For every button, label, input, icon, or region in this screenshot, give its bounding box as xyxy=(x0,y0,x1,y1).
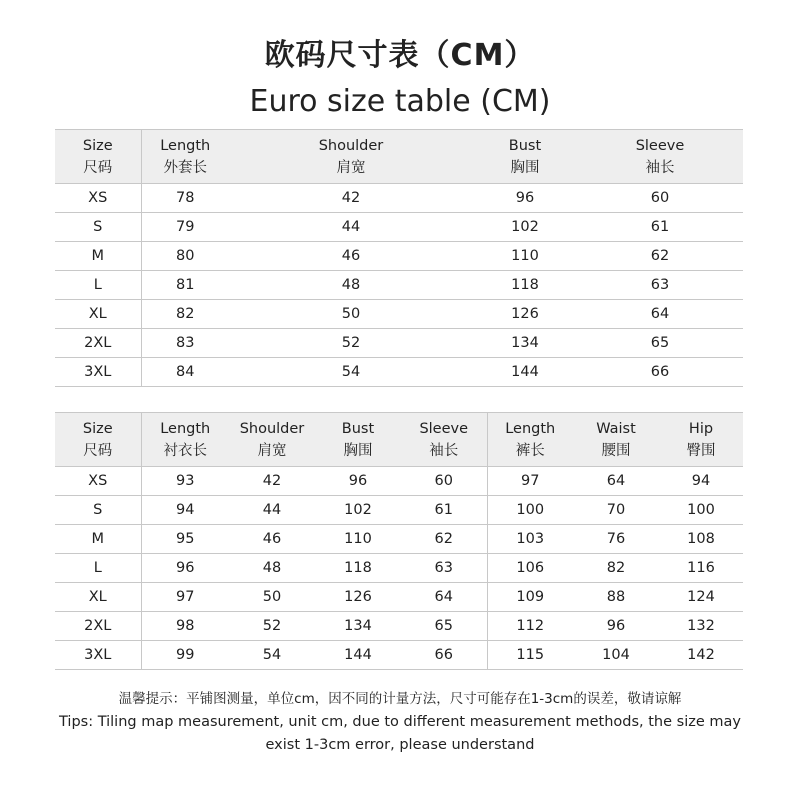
table-cell: 118 xyxy=(473,271,577,300)
column-header xyxy=(401,413,487,467)
header-label-en: Bust xyxy=(508,137,542,154)
table-cell: 64 xyxy=(573,467,659,496)
table-cell: 78 xyxy=(141,184,229,213)
table-row xyxy=(55,467,743,496)
table-cell: 76 xyxy=(573,525,659,554)
header-label-cn: 肩宽 xyxy=(257,442,287,459)
header-label-en: Size xyxy=(82,420,113,437)
table-cell: 3XL xyxy=(55,641,141,670)
column-header xyxy=(573,413,659,467)
table-cell: 66 xyxy=(401,641,487,670)
table-cell: 80 xyxy=(141,242,229,271)
table-cell: 44 xyxy=(229,496,315,525)
column-header xyxy=(315,413,401,467)
table-cell: 112 xyxy=(487,612,573,641)
table-cell: 79 xyxy=(141,213,229,242)
table-cell: 100 xyxy=(487,496,573,525)
table-cell: 64 xyxy=(577,300,743,329)
table-cell: XS xyxy=(55,184,141,213)
table-cell: 64 xyxy=(401,583,487,612)
column-header xyxy=(473,130,577,184)
jacket-size-table xyxy=(55,129,743,387)
table-cell: 126 xyxy=(315,583,401,612)
table-cell: 82 xyxy=(141,300,229,329)
column-header xyxy=(659,413,743,467)
table-cell: 88 xyxy=(573,583,659,612)
table-row xyxy=(55,554,743,583)
table-cell: 2XL xyxy=(55,329,141,358)
header-label-en: Waist xyxy=(596,420,636,437)
table-cell: 96 xyxy=(473,184,577,213)
header-label-cn: 袖长 xyxy=(645,159,675,176)
table-cell: 54 xyxy=(229,358,473,387)
table-cell: 98 xyxy=(141,612,229,641)
column-header xyxy=(577,130,743,184)
table-cell: 2XL xyxy=(55,612,141,641)
header-label-en: Sleeve xyxy=(635,137,685,154)
column-header xyxy=(487,413,573,467)
table-cell: 142 xyxy=(659,641,743,670)
table-cell: 52 xyxy=(229,329,473,358)
table-row xyxy=(55,612,743,641)
table-cell: 93 xyxy=(141,467,229,496)
table-cell: 99 xyxy=(141,641,229,670)
header-label-cn: 袖长 xyxy=(429,442,459,459)
header-label-cn: 肩宽 xyxy=(336,159,366,176)
header-label-en: Length xyxy=(160,420,211,437)
table-cell: 109 xyxy=(487,583,573,612)
table-cell: 97 xyxy=(141,583,229,612)
header-label-cn: 胸围 xyxy=(343,442,373,459)
table-header-row xyxy=(55,130,743,184)
table-row xyxy=(55,358,743,387)
tips-chinese: 温馨提示：平铺图测量，单位cm，因不同的计量方法，尺寸可能存在1-3cm的误差，敬请谅解 xyxy=(118,691,682,707)
table-cell: 50 xyxy=(229,300,473,329)
header-label-cn: 尺码 xyxy=(83,442,113,459)
header-label-cn: 腰围 xyxy=(601,442,631,459)
table-cell: 134 xyxy=(315,612,401,641)
tips-english: Tips: Tiling map measurement, unit cm, due to different measurement methods, the size may exist 1-3cm error, please understand xyxy=(59,714,741,753)
header-label-en: Shoulder xyxy=(318,137,384,154)
table-cell: 3XL xyxy=(55,358,141,387)
table-cell: 62 xyxy=(401,525,487,554)
table-cell: 95 xyxy=(141,525,229,554)
table-cell: 42 xyxy=(229,467,315,496)
table-cell: 42 xyxy=(229,184,473,213)
table-cell: 60 xyxy=(401,467,487,496)
table-row xyxy=(55,300,743,329)
table-cell: 63 xyxy=(577,271,743,300)
table-row xyxy=(55,329,743,358)
table-cell: 132 xyxy=(659,612,743,641)
table-cell: 65 xyxy=(401,612,487,641)
table-row xyxy=(55,641,743,670)
table-cell: 46 xyxy=(229,525,315,554)
table-cell: 96 xyxy=(315,467,401,496)
table-cell: 52 xyxy=(229,612,315,641)
table-cell: 94 xyxy=(659,467,743,496)
header-label-cn: 尺码 xyxy=(83,159,113,176)
table-header-row xyxy=(55,413,743,467)
table-cell: 103 xyxy=(487,525,573,554)
table-row xyxy=(55,496,743,525)
table-cell: 124 xyxy=(659,583,743,612)
column-header xyxy=(55,130,141,184)
table-cell: 44 xyxy=(229,213,473,242)
table-cell: 144 xyxy=(473,358,577,387)
table-cell: 50 xyxy=(229,583,315,612)
header-label-en: Sleeve xyxy=(419,420,469,437)
column-header xyxy=(141,413,229,467)
column-header xyxy=(229,413,315,467)
header-label-en: Length xyxy=(160,137,211,154)
table-cell: 102 xyxy=(315,496,401,525)
table-cell: 66 xyxy=(577,358,743,387)
table-cell: S xyxy=(55,213,141,242)
table-cell: 104 xyxy=(573,641,659,670)
header-label-cn: 衬衣长 xyxy=(163,442,207,459)
table-cell: 100 xyxy=(659,496,743,525)
title-english: Euro size table (CM) xyxy=(249,84,551,119)
table-cell: 134 xyxy=(473,329,577,358)
table-cell: M xyxy=(55,525,141,554)
table-cell: 102 xyxy=(473,213,577,242)
table-cell: L xyxy=(55,554,141,583)
title-chinese: 欧码尺寸表（CM） xyxy=(264,38,536,73)
table-cell: 96 xyxy=(573,612,659,641)
table-cell: 108 xyxy=(659,525,743,554)
column-header xyxy=(141,130,229,184)
table-cell: 97 xyxy=(487,467,573,496)
column-header xyxy=(229,130,473,184)
table-cell: 144 xyxy=(315,641,401,670)
table-cell: L xyxy=(55,271,141,300)
table-cell: 115 xyxy=(487,641,573,670)
header-label-cn: 外套长 xyxy=(163,159,207,176)
table-cell: 62 xyxy=(577,242,743,271)
table-cell: 81 xyxy=(141,271,229,300)
header-label-en: Bust xyxy=(341,420,375,437)
table-cell: 60 xyxy=(577,184,743,213)
table-cell: 61 xyxy=(577,213,743,242)
table-cell: 118 xyxy=(315,554,401,583)
header-label-en: Length xyxy=(505,420,556,437)
table-cell: 48 xyxy=(229,271,473,300)
header-label-en: Shoulder xyxy=(239,420,305,437)
table-cell: 65 xyxy=(577,329,743,358)
table-cell: 46 xyxy=(229,242,473,271)
header-label-cn: 臀围 xyxy=(686,442,716,459)
header-label-en: Hip xyxy=(688,420,714,437)
table-cell: 110 xyxy=(315,525,401,554)
table-row xyxy=(55,525,743,554)
table-cell: 106 xyxy=(487,554,573,583)
table-cell: 84 xyxy=(141,358,229,387)
table-cell: 126 xyxy=(473,300,577,329)
table-cell: XS xyxy=(55,467,141,496)
header-label-cn: 裤长 xyxy=(515,442,545,459)
table-cell: 54 xyxy=(229,641,315,670)
table-cell: 48 xyxy=(229,554,315,583)
table-cell: 110 xyxy=(473,242,577,271)
table-cell: XL xyxy=(55,300,141,329)
table-row xyxy=(55,583,743,612)
table-cell: 94 xyxy=(141,496,229,525)
table-row xyxy=(55,184,743,213)
table-cell: 61 xyxy=(401,496,487,525)
table-cell: 70 xyxy=(573,496,659,525)
shirt-pants-size-table xyxy=(55,412,743,670)
table-cell: 96 xyxy=(141,554,229,583)
table-cell: M xyxy=(55,242,141,271)
table-row xyxy=(55,271,743,300)
table-cell: XL xyxy=(55,583,141,612)
header-label-cn: 胸围 xyxy=(510,159,540,176)
table-cell: 83 xyxy=(141,329,229,358)
column-header xyxy=(55,413,141,467)
table-row xyxy=(55,213,743,242)
table-cell: 82 xyxy=(573,554,659,583)
table-cell: S xyxy=(55,496,141,525)
table-cell: 116 xyxy=(659,554,743,583)
table-row xyxy=(55,242,743,271)
table-cell: 63 xyxy=(401,554,487,583)
header-label-en: Size xyxy=(82,137,113,154)
